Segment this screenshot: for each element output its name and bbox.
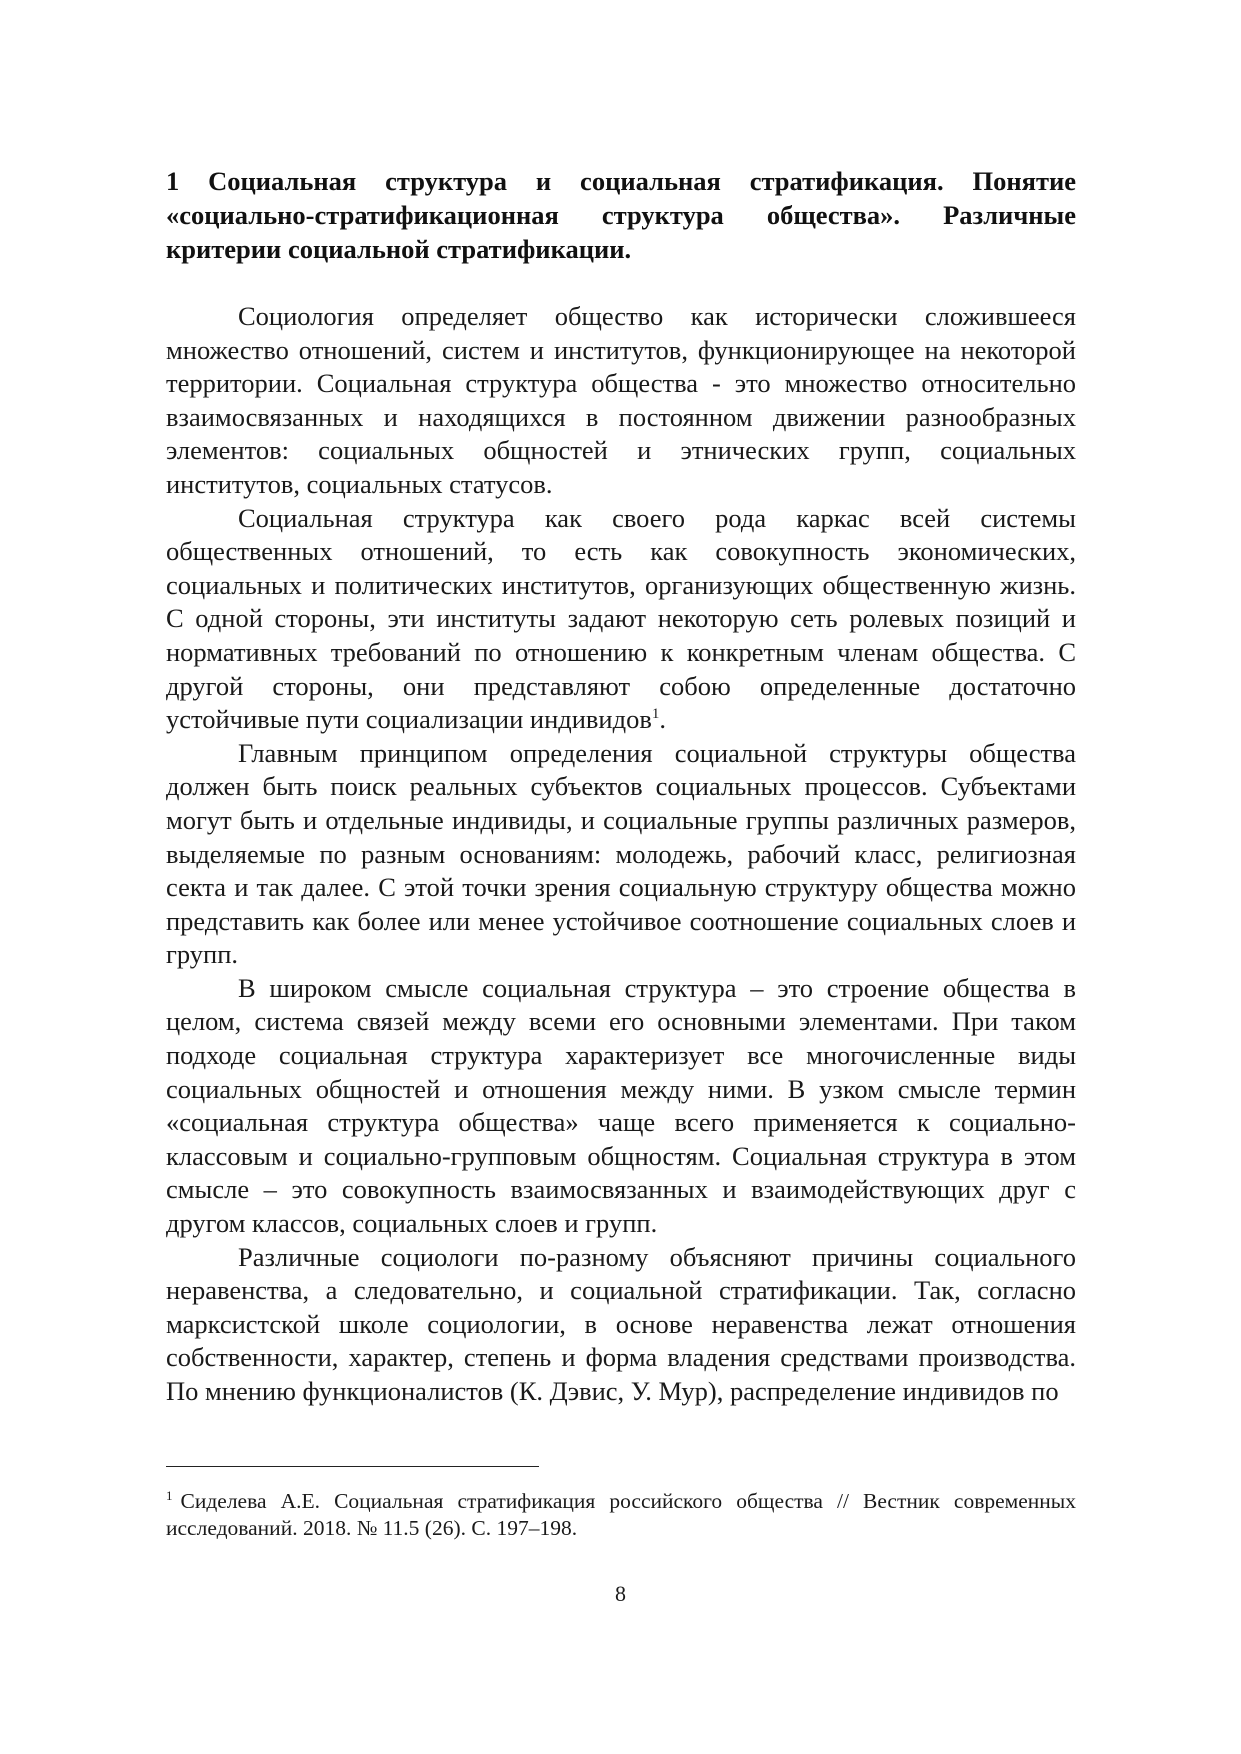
footnote-text: Сиделева А.Е. Социальная стратификация российского общества // Вестник современных исследований. 2018. № 11.5 (26). С. 197–198. [166, 1489, 1076, 1540]
section-heading: 1 Социальная структура и социальная стратификация. Понятие «социально-стратификационная структура общества». Различные критерии социальной стратификации. [166, 166, 1076, 264]
paragraph-1: Социология определяет общество как исторически сложившееся множество отношений, систем и институтов, функционирующее на некоторой территории. Социальная структура общества - это множество относительно взаимосвязанных и находящихся в постоянном движении разнообразных элементов: социальных общностей и этнических групп, социальных институтов, социальных статусов. [166, 301, 1076, 499]
body-text [166, 300, 1076, 1409]
footnote-reference[interactable]: 1 [651, 706, 660, 723]
page-content [166, 164, 1076, 1409]
paragraph-4: В широком смысле социальная структура – это строение общества в целом, система связей между всеми его основными элементами. При таком подходе социальная структура характеризует все многочисленные виды социальных общностей и отношения между ними. В узком смысле термин «социальная структура общества» чаще всего применяется к социально-классовым и социально-групповым общностям. Социальная структура в этом смысле – это совокупность взаимосвязанных и взаимодействующих друг с другом классов, социальных слоев и групп. [166, 972, 1076, 1239]
paragraph-3: Главным принципом определения социальной структуры общества должен быть поиск реальных субъектов социальных процессов. Субъектами могут быть и отдельные индивиды, и социальные группы различных размеров, выделяемые по разным основаниям: молодежь, рабочий класс, религиозная секта и так далее. С этой точки зрения социальную структуру общества можно представить как более или менее устойчивое соотношение социальных слоев и групп. [166, 737, 1076, 970]
paragraph-5: Различные социологи по-разному объясняют причины социального неравенства, а следовательно, и социальной стратификации. Так, согласно марксистской школе социологии, в основе неравенства лежат отношения собственности, характер, степень и форма владения средствами производства. По мнению функционалистов (К. Дэвис, У. Мур), распределение индивидов по [166, 1241, 1076, 1406]
paragraph-2-text: Социальная структура как своего рода каркас всей системы общественных отношений, то есть как совокупность экономических, социальных и политических институтов, организующих общественную жизнь. С одной стороны, эти институты задают некоторую сеть ролевых позиций и нормативных требований по отношению к конкретным членам общества. С другой стороны, они представляют собою определенные достаточно устойчивые пути социализации индивидов [166, 502, 1076, 735]
footnote-number: 1 [166, 1487, 173, 1503]
page-number: 8 [615, 1581, 626, 1606]
paragraph-2-end: . [659, 704, 666, 735]
footnote-divider [166, 1466, 539, 1467]
footnote [166, 1488, 1076, 1542]
paragraph-2 [166, 502, 1076, 737]
